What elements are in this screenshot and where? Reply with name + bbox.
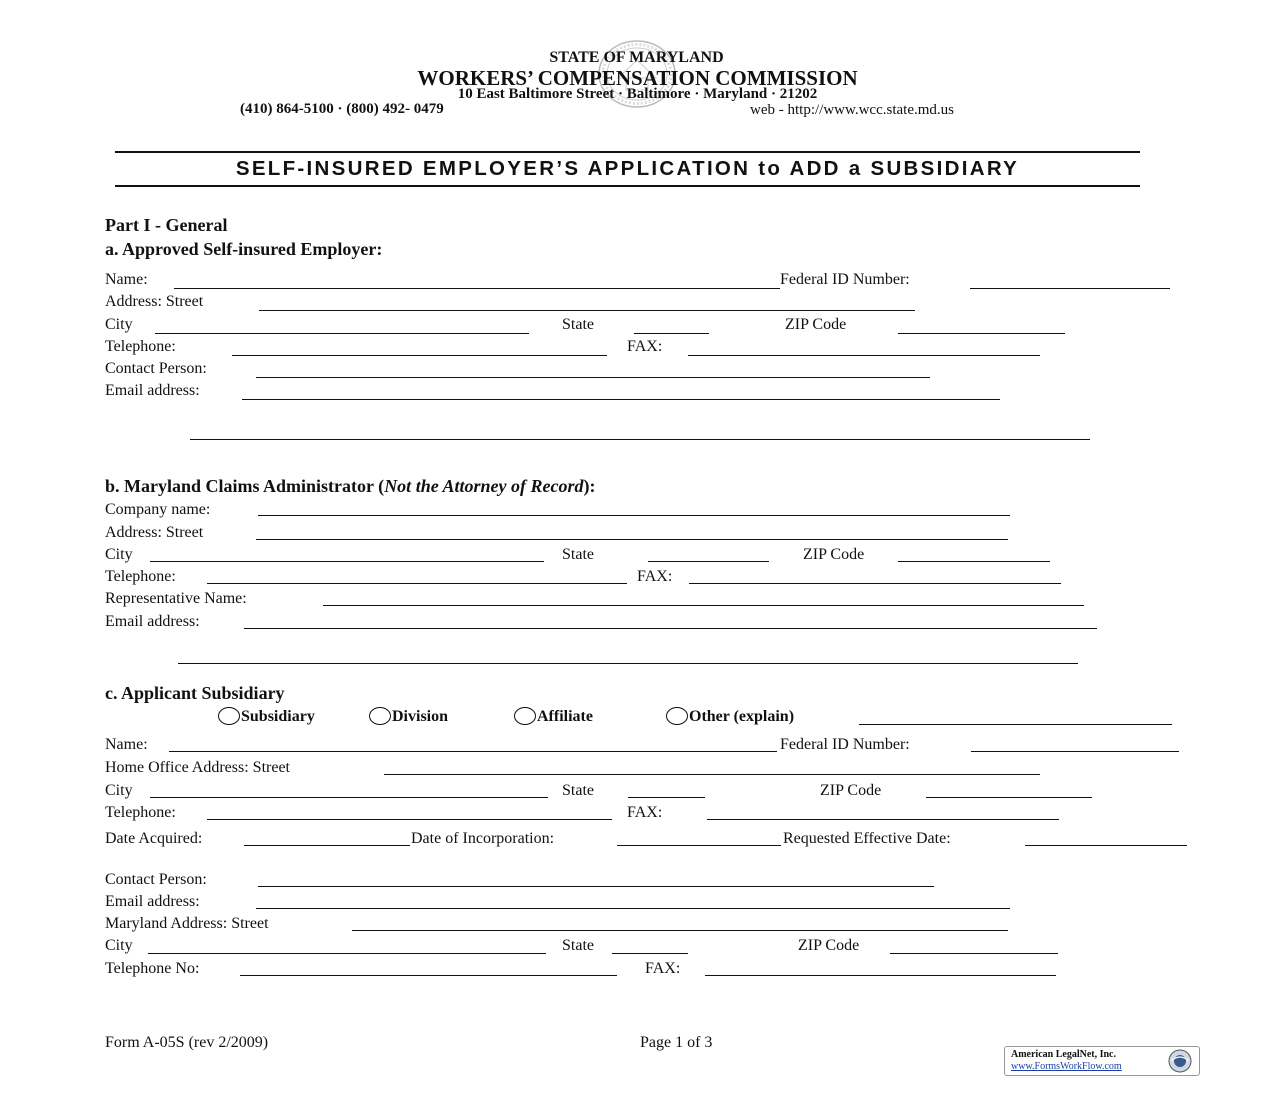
part1-heading: Part I - General [105, 215, 228, 235]
a-email-field[interactable] [242, 381, 1000, 400]
c-city2-field[interactable] [148, 935, 546, 954]
option-division[interactable] [369, 707, 448, 726]
a-email-label: Email address: [105, 382, 200, 399]
option-other[interactable] [666, 707, 794, 726]
vendor-badge[interactable] [1004, 1046, 1200, 1076]
c-home-address-label: Home Office Address: Street [105, 759, 290, 776]
c-email-label: Email address: [105, 893, 200, 910]
section-b-heading-italic: Not the Attorney of Record [384, 476, 584, 496]
b-telephone-label: Telephone: [105, 568, 176, 585]
a-extra-line[interactable] [190, 421, 1090, 440]
b-zip-label: ZIP Code [803, 546, 865, 563]
a-city-label: City [105, 316, 133, 333]
c-fax2-field[interactable] [705, 957, 1056, 976]
c-state2-field[interactable] [612, 935, 688, 954]
b-company-field[interactable] [258, 497, 1010, 516]
vendor-url[interactable]: www.FormsWorkFlow.com [1011, 1061, 1122, 1072]
c-effective-date-label: Requested Effective Date: [783, 830, 951, 847]
a-name-label: Name: [105, 271, 148, 288]
c-zip2-label: ZIP Code [798, 937, 860, 954]
b-state-label: State [562, 546, 594, 563]
c-contact-label: Contact Person: [105, 871, 207, 888]
b-company-label: Company name: [105, 501, 211, 518]
b-email-label: Email address: [105, 613, 200, 630]
subsidiary-label: Subsidiary [241, 708, 315, 725]
c-name-label: Name: [105, 736, 148, 753]
c-fax2-label: FAX: [645, 960, 681, 977]
a-contact-field[interactable] [256, 359, 930, 378]
c-effective-date-field[interactable] [1025, 827, 1187, 846]
c-telephone-label: Telephone: [105, 804, 176, 821]
c-city-field[interactable] [150, 779, 548, 798]
a-fax-label: FAX: [627, 338, 663, 355]
header-phones: (410) 864-5100 · (800) 492- 0479 [240, 101, 444, 117]
c-zip2-field[interactable] [890, 935, 1058, 954]
footer-form-id: Form A-05S (rev 2/2009) [105, 1034, 269, 1051]
affiliate-label: Affiliate [537, 708, 593, 725]
section-a-heading: a. Approved Self-insured Employer: [105, 239, 383, 259]
title-rule-top [115, 151, 1140, 153]
c-md-address-label: Maryland Address: Street [105, 915, 269, 932]
c-fax-field[interactable] [707, 801, 1059, 820]
a-address-field[interactable] [259, 292, 915, 311]
c-telephone-no-label: Telephone No: [105, 960, 200, 977]
option-affiliate[interactable] [514, 707, 593, 726]
a-state-label: State [562, 316, 594, 333]
b-city-label: City [105, 546, 133, 563]
c-state-label: State [562, 782, 594, 799]
option-subsidiary[interactable] [218, 707, 315, 726]
division-radio[interactable] [369, 707, 391, 725]
a-name-field[interactable] [174, 270, 780, 289]
b-telephone-field[interactable] [207, 565, 627, 584]
a-state-field[interactable] [634, 315, 709, 334]
c-date-acquired-label: Date Acquired: [105, 830, 203, 847]
c-zip-label: ZIP Code [820, 782, 882, 799]
b-fax-field[interactable] [689, 565, 1061, 584]
a-telephone-field[interactable] [232, 337, 607, 356]
header-agency: WORKERS’ COMPENSATION COMMISSION [417, 66, 858, 90]
c-fax-label: FAX: [627, 804, 663, 821]
c-date-incorp-field[interactable] [617, 827, 781, 846]
section-b-heading [105, 476, 596, 497]
vendor-name: American LegalNet, Inc. [1011, 1049, 1116, 1060]
a-federal-id-label: Federal ID Number: [780, 271, 910, 288]
c-telephone-field[interactable] [207, 801, 612, 820]
c-email-field[interactable] [256, 890, 1010, 909]
c-name-field[interactable] [169, 733, 777, 752]
c-zip-field[interactable] [926, 779, 1092, 798]
header-web: web - http://www.wcc.state.md.us [750, 102, 954, 118]
other-radio[interactable] [666, 707, 688, 725]
a-federal-id-field[interactable] [970, 270, 1170, 289]
b-fax-label: FAX: [637, 568, 673, 585]
a-zip-label: ZIP Code [785, 316, 847, 333]
subsidiary-radio[interactable] [218, 707, 240, 725]
b-state-field[interactable] [648, 543, 769, 562]
b-city-field[interactable] [150, 543, 544, 562]
other-explain-field[interactable] [859, 706, 1172, 725]
division-label: Division [392, 708, 449, 725]
b-zip-field[interactable] [898, 543, 1050, 562]
c-state2-label: State [562, 937, 594, 954]
b-representative-field[interactable] [323, 587, 1084, 606]
globe-icon [1167, 1048, 1193, 1074]
c-city-label: City [105, 782, 133, 799]
header-state: STATE OF MARYLAND [549, 49, 724, 66]
c-federal-id-field[interactable] [971, 733, 1179, 752]
a-city-field[interactable] [155, 315, 529, 334]
c-city2-label: City [105, 937, 133, 954]
a-fax-field[interactable] [688, 337, 1040, 356]
title-rule-bottom [115, 185, 1140, 187]
c-state-field[interactable] [628, 779, 705, 798]
other-label: Other (explain) [689, 708, 795, 725]
footer-page-number: Page 1 of 3 [640, 1034, 713, 1051]
c-telephone-no-field[interactable] [240, 957, 617, 976]
a-contact-label: Contact Person: [105, 360, 207, 377]
b-email-field[interactable] [244, 610, 1097, 629]
b-extra-line[interactable] [178, 645, 1078, 664]
affiliate-radio[interactable] [514, 707, 536, 725]
c-date-acquired-field[interactable] [244, 827, 410, 846]
c-date-incorp-label: Date of Incorporation: [411, 830, 555, 847]
a-address-label: Address: Street [105, 293, 204, 310]
a-telephone-label: Telephone: [105, 338, 176, 355]
a-zip-field[interactable] [898, 315, 1065, 334]
section-b-heading-end: ): [583, 476, 596, 496]
header-address: 10 East Baltimore Street · Baltimore · Maryland · 21202 [457, 86, 818, 102]
c-md-address-field[interactable] [352, 912, 1008, 931]
b-address-label: Address: Street [105, 524, 204, 541]
b-representative-label: Representative Name: [105, 590, 247, 607]
c-contact-field[interactable] [258, 868, 934, 887]
c-federal-id-label: Federal ID Number: [780, 736, 910, 753]
section-b-heading-main: b. Maryland Claims Administrator ( [105, 476, 385, 496]
b-address-field[interactable] [256, 521, 1008, 540]
c-home-address-field[interactable] [384, 756, 1040, 775]
section-c-heading: c. Applicant Subsidiary [105, 683, 285, 703]
form-title: SELF-INSURED EMPLOYER’S APPLICATION to ADD a SUBSIDIARY [235, 157, 1020, 180]
